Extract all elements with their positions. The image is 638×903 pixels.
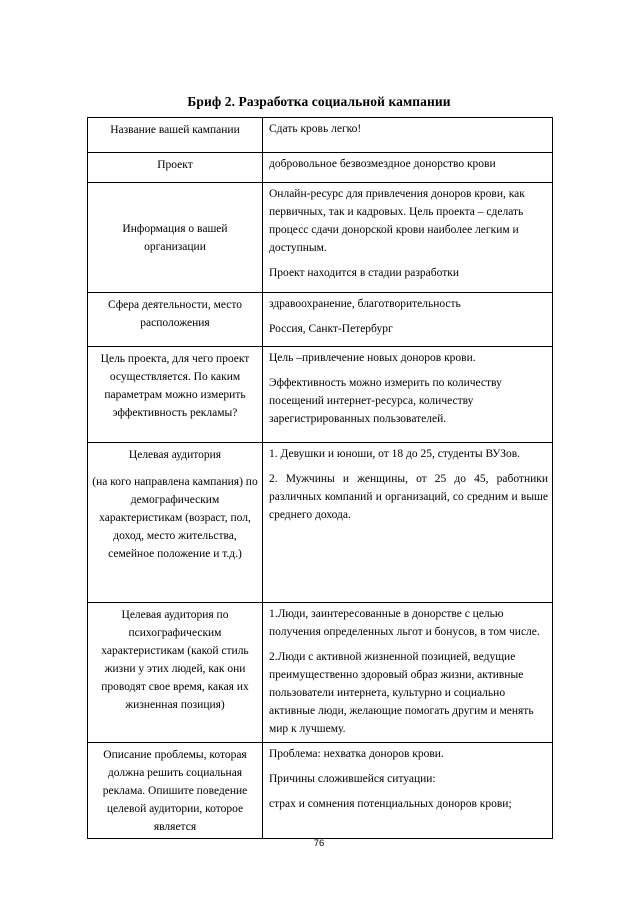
cell-text: Описание проблемы, которая должна решить социальная реклама. Опишите поведение целевой аудитории, которое является xyxy=(102,749,248,833)
cell-text: Причины сложившейся ситуации: xyxy=(269,773,436,785)
table-cell-label xyxy=(88,443,263,603)
table-row xyxy=(88,603,553,743)
cell-text: Информация о вашей организации xyxy=(122,223,228,253)
table-cell-value xyxy=(263,183,553,293)
cell-text: (на кого направлена кампания) по демографическим характеристикам (возраст, пол, доход, место жительства, семейное положение и т.д.) xyxy=(92,476,258,560)
table-cell-label xyxy=(88,183,263,293)
cell-text: Целевая аудитория по психографическим характеристикам (какой стиль жизни у этих людей, как они проводят свое время, какая их жизненная позиция) xyxy=(101,609,249,711)
cell-text: Целевая аудитория xyxy=(128,449,222,461)
table-cell-label xyxy=(88,153,263,183)
cell-text: Россия, Санкт-Петербург xyxy=(269,323,393,335)
cell-text: Сдать кровь легко! xyxy=(269,123,362,135)
table-row xyxy=(88,153,553,183)
table-cell-value xyxy=(263,743,553,839)
cell-text: Проблема: нехватка доноров крови. xyxy=(269,748,444,760)
cell-text: Эффективность можно измерить по количеству посещений интернет-ресурса, количеству зарегистрированных пользователей. xyxy=(269,377,502,425)
cell-text: Цель проекта, для чего проект осуществляется. По каким параметрам можно измерить эффективность рекламы? xyxy=(100,353,250,419)
table-row xyxy=(88,743,553,839)
cell-text: здравоохранение, благотворительность xyxy=(269,298,461,310)
cell-text: Проект находится в стадии разработки xyxy=(269,267,459,279)
table-cell-label xyxy=(88,347,263,443)
table-cell-value xyxy=(263,293,553,347)
table-cell-label xyxy=(88,118,263,153)
table-row xyxy=(88,347,553,443)
table-cell-label xyxy=(88,743,263,839)
cell-text: 2. Мужчины и женщины, от 25 до 45, работники различных компаний и организаций, со средним и выше среднего дохода. xyxy=(269,473,548,521)
table-cell-value xyxy=(263,443,553,603)
cell-text: 1. Девушки и юноши, от 18 до 25, студенты ВУЗов. xyxy=(269,448,521,460)
cell-text: 1.Люди, заинтересованные в донорстве с целью получения определенных льгот и бонусов, в том числе. xyxy=(269,608,540,638)
table-cell-label xyxy=(88,603,263,743)
brief-table xyxy=(87,117,553,839)
table-row xyxy=(88,183,553,293)
cell-text: Название вашей кампании xyxy=(110,124,240,136)
cell-text: Проект xyxy=(157,159,193,171)
cell-text: добровольное безвозмездное донорство крови xyxy=(269,158,496,170)
table-cell-value xyxy=(263,118,553,153)
page-title: Бриф 2. Разработка социальной кампании xyxy=(187,94,451,109)
table-cell-value xyxy=(263,153,553,183)
page-number: 76 xyxy=(313,838,325,849)
cell-text: Онлайн-ресурс для привлечения доноров крови, как первичных, так и кадровых. Цель проекта – сделать процесс сдачи донорской крови наиболее легким и доступным. xyxy=(269,188,525,254)
cell-text: Цель –привлечение новых доноров крови. xyxy=(269,352,476,364)
table-row xyxy=(88,443,553,603)
cell-text: 2.Люди с активной жизненной позицией, ведущие преимущественно здоровый образ жизни, активные пользователи интернета, культурно и социально активные люди, желающие помогать другим и менять мир к лучшему. xyxy=(269,651,534,735)
table-cell-value xyxy=(263,347,553,443)
table-row xyxy=(88,293,553,347)
table-cell-label xyxy=(88,293,263,347)
cell-text: страх и сомнения потенциальных доноров крови; xyxy=(269,798,512,810)
cell-text: Сфера деятельности, место расположения xyxy=(108,299,242,329)
table-cell-value xyxy=(263,603,553,743)
table-row xyxy=(88,118,553,153)
